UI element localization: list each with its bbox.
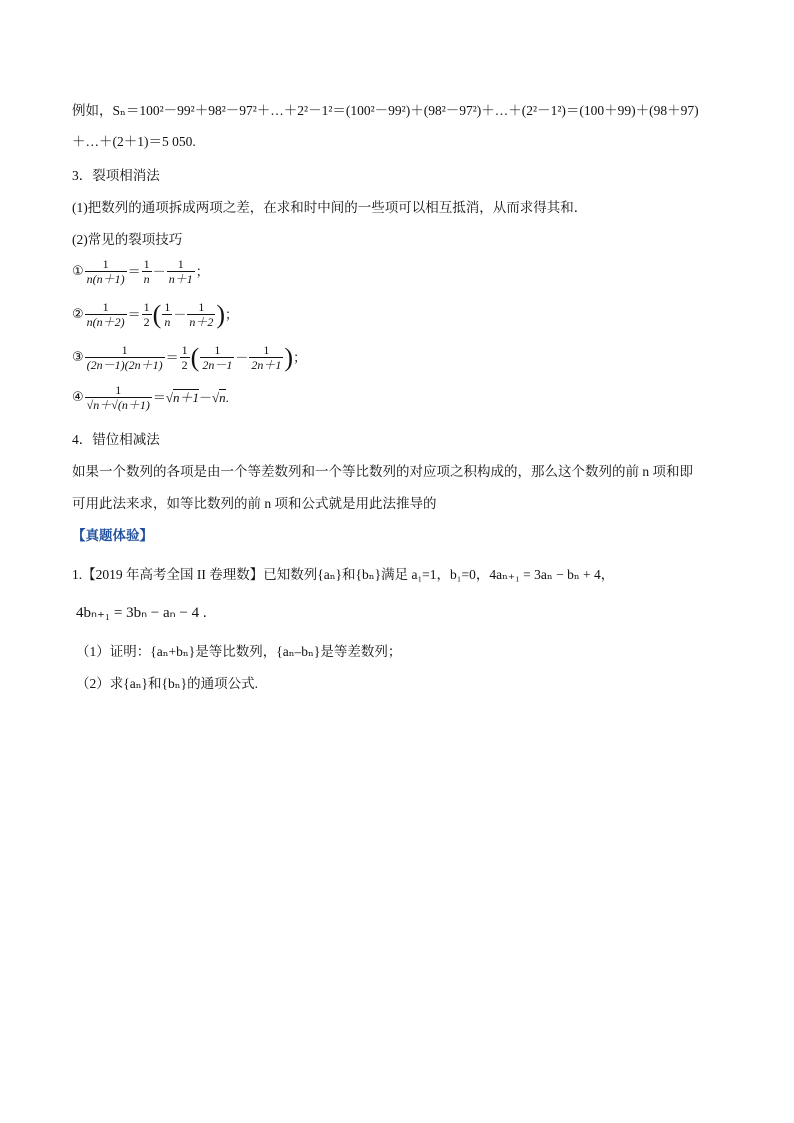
formula-1-marker: ①	[72, 264, 84, 279]
example-line-1: 例如，Sₙ＝100²－99²＋98²－97²＋…＋2²－1²＝(100²－99²)＋(98²－97²)＋…＋(2²－1²)＝(100＋99)＋(98＋97)	[72, 103, 699, 118]
formula-1-lhs: $\frac{1}{n(n+1)}$	[86, 257, 125, 286]
formula-1: ① $\frac{1}{n(n+1)}$ ＝ $\frac{1}{n}$ － $\frac{1}{n+1}$ ；	[72, 257, 209, 286]
problem-line-1: 1.【2019 年高考全国 II 卷理数】已知数列{aₙ}和{bₙ}满足 a₁=1，b₁=0，4aₙ₊₁ = 3aₙ − bₙ + 4，	[72, 567, 615, 582]
formula-1-rhs-term-1: $\frac{1}{n}$	[143, 257, 150, 286]
section-4-title: 4．错位相减法	[72, 432, 160, 447]
problem-line-2: 4bₙ₊₁ = 3bₙ − aₙ − 4 .	[76, 605, 207, 621]
formula-4-marker: ④	[72, 390, 84, 405]
section-4-paragraph-2: 可用此法来求，如等比数列的前 n 项和公式就是用此法推导的	[72, 496, 437, 511]
formula-2-marker: ②	[72, 307, 84, 322]
formula-4: ④ $\frac{1}{√n+√(n+1)}$ ＝√n＋1－√n.	[72, 383, 229, 412]
experience-heading: 【真题体验】	[72, 528, 153, 543]
formula-3: ③ $\frac{1}{(2n-1)(2n+1)}$ ＝ $\frac{1}{2}$ ( $\frac{1}{2n-1}$ － $\frac{1}{2n+1}$ )；	[72, 343, 307, 372]
formula-2-rhs-term-1: $\frac{1}{n}$	[164, 300, 171, 329]
section-4-paragraph-1: 如果一个数列的各项是由一个等差数列和一个等比数列的对应项之积构成的，那么这个数列的前 n 项和即	[72, 464, 693, 479]
formula-4-rhs-radicand-1: n＋1	[172, 390, 199, 405]
formula-4-lhs: $\frac{1}{√n+√(n+1)}$	[86, 383, 150, 412]
formula-3-coefficient: $\frac{1}{2}$	[181, 343, 188, 372]
formula-1-rhs-term-2: $\frac{1}{n+1}$	[168, 257, 193, 286]
formula-2-rhs-term-2: $\frac{1}{n+2}$	[189, 300, 214, 329]
section-3-paragraph-1: (1)把数列的通项拆成两项之差，在求和时中间的一些项可以相互抵消，从而求得其和．	[72, 200, 588, 215]
section-3-title: 3．裂项相消法	[72, 168, 160, 183]
formula-3-lhs: $\frac{1}{(2n-1)(2n+1)}$	[86, 343, 163, 372]
formula-2: ② $\frac{1}{n(n+2)}$ ＝ $\frac{1}{2}$ ( $\frac{1}{n}$ － $\frac{1}{n+2}$ )；	[72, 300, 239, 329]
formula-3-rhs-term-2: $\frac{1}{2n+1}$	[251, 343, 282, 372]
formula-4-rhs-radicand-2: n	[219, 390, 226, 405]
example-line-2: ＋…＋(2＋1)＝5 050.	[72, 134, 196, 149]
formula-3-marker: ③	[72, 350, 84, 365]
section-3-paragraph-2: (2)常见的裂项技巧	[72, 232, 183, 247]
formula-2-lhs: $\frac{1}{n(n+2)}$	[86, 300, 125, 329]
problem-part-2: （2）求{aₙ}和{bₙ}的通项公式.	[76, 676, 258, 691]
formula-3-rhs-term-1: $\frac{1}{2n-1}$	[202, 343, 233, 372]
problem-part-1: （1）证明：{aₙ+bₙ}是等比数列，{aₙ–bₙ}是等差数列；	[76, 644, 402, 659]
formula-2-coefficient: $\frac{1}{2}$	[143, 300, 150, 329]
